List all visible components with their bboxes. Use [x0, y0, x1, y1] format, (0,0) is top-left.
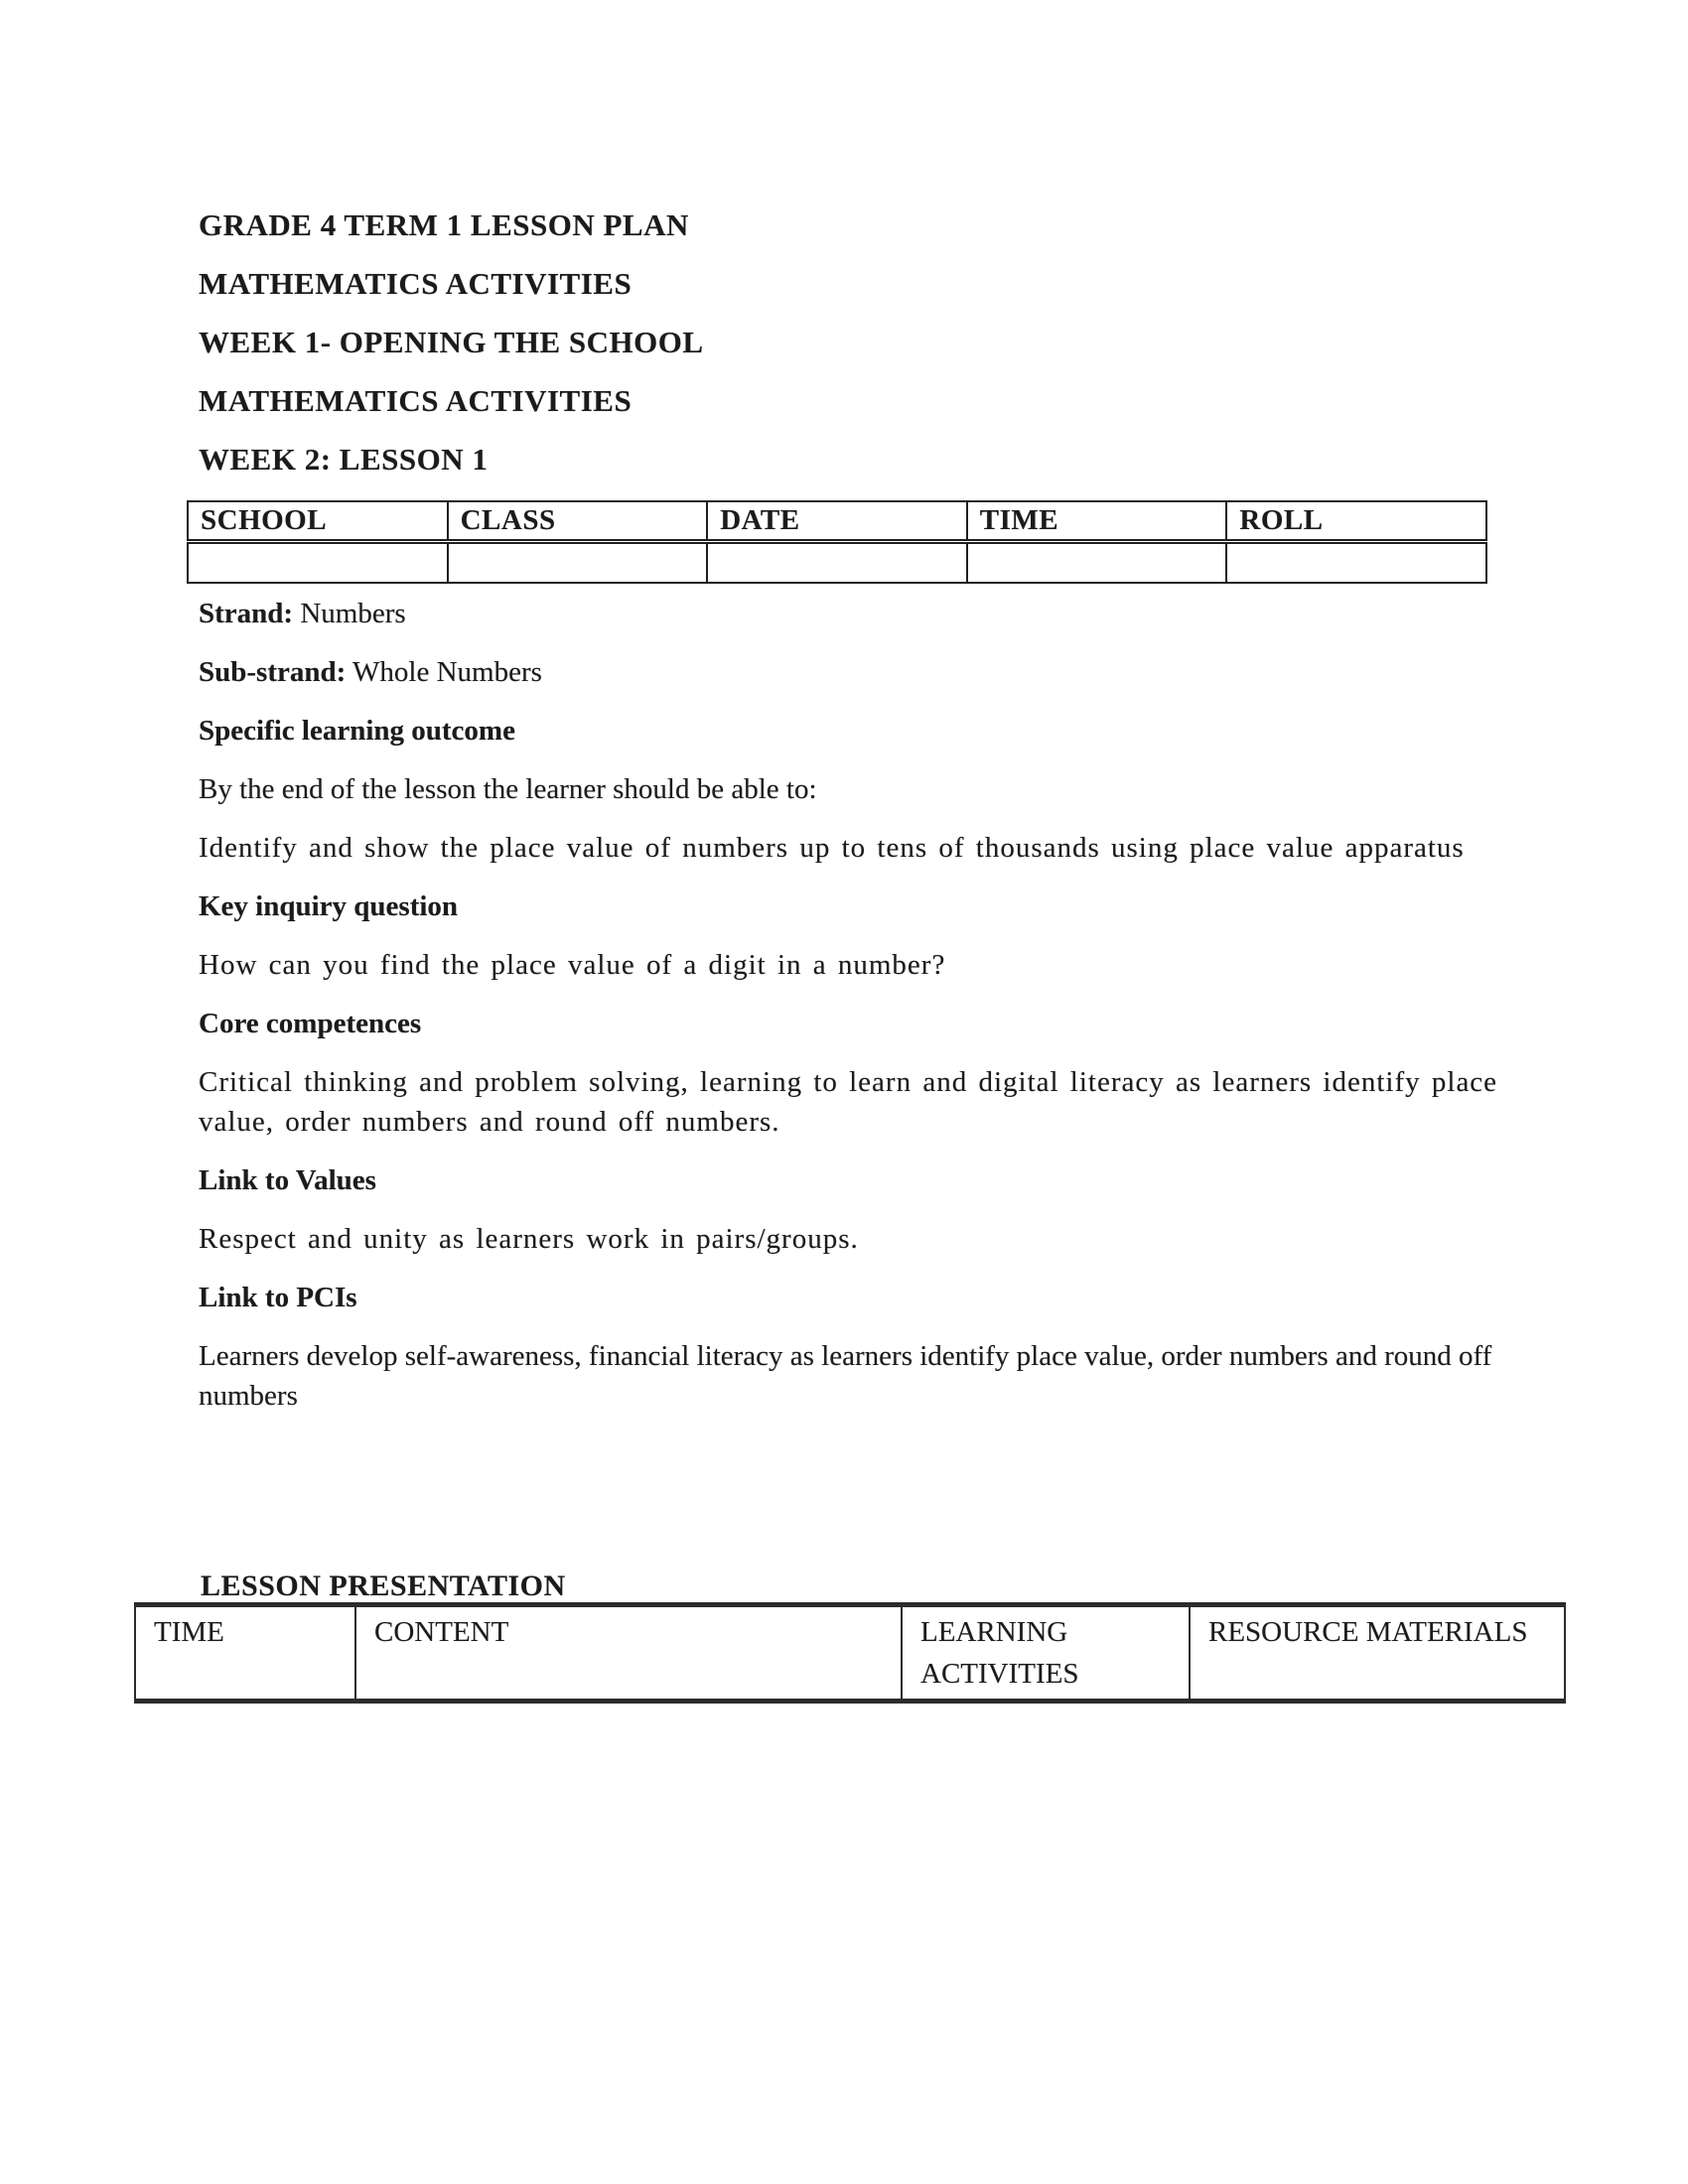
info-cell-date: [707, 541, 967, 583]
sub-strand-value: Whole Numbers: [352, 656, 542, 688]
info-cell-class: [448, 541, 708, 583]
column-header-school: SCHOOL: [188, 501, 448, 541]
para-lesson-objective-intro: By the end of the lesson the learner should be able to:: [199, 773, 817, 805]
column-header-roll: ROLL: [1226, 501, 1486, 541]
column-header-date: DATE: [707, 501, 967, 541]
presentation-title: LESSON PRESENTATION: [201, 1570, 566, 1602]
heading-grade-term-lesson-plan: GRADE 4 TERM 1 LESSON PLAN: [199, 207, 689, 242]
presentation-header-row: [135, 1605, 1565, 1702]
info-table: [187, 500, 1487, 584]
heading-core-competences: Core competences: [199, 1008, 422, 1039]
heading-key-inquiry-question: Key inquiry question: [199, 890, 459, 922]
presentation-table: [134, 1602, 1566, 1704]
heading-link-to-values: Link to Values: [199, 1164, 376, 1196]
heading-week-1-opening-school: WEEK 1- OPENING THE SCHOOL: [199, 325, 704, 359]
info-cell-school: [188, 541, 448, 583]
lesson-presentation-section: [154, 1570, 1528, 1704]
column-header-presentation-content: CONTENT: [355, 1605, 902, 1702]
column-header-resource-materials: RESOURCE MATERIALS: [1190, 1605, 1565, 1702]
para-link-to-values: Respect and unity as learners work in pairs/groups.: [199, 1223, 859, 1255]
field-strand: [199, 594, 1519, 633]
column-header-time: TIME: [967, 501, 1227, 541]
info-cell-time: [967, 541, 1227, 583]
info-table-header-row: [188, 501, 1486, 541]
field-sub-strand: [199, 652, 1519, 692]
heading-link-to-pcis: Link to PCIs: [199, 1282, 357, 1313]
info-table-value-row: [188, 541, 1486, 583]
column-header-learning-activities: LEARNING ACTIVITIES: [902, 1605, 1190, 1702]
document-content: [154, 205, 1528, 1704]
para-link-to-pcis: Learners develop self-awareness, financial literacy as learners identify place value, order numbers and round off numbers: [199, 1340, 1492, 1412]
heading-week-2-lesson-1: WEEK 2: LESSON 1: [199, 442, 489, 477]
heading-specific-learning-outcome: Specific learning outcome: [199, 715, 515, 747]
heading-mathematics-activities-1: MATHEMATICS ACTIVITIES: [199, 266, 633, 301]
column-header-class: CLASS: [448, 501, 708, 541]
strand-value: Numbers: [300, 598, 406, 629]
sub-strand-label: Sub-strand:: [199, 656, 347, 688]
strand-label: Strand:: [199, 598, 294, 629]
info-cell-roll: [1226, 541, 1486, 583]
para-lesson-objective: Identify and show the place value of numbers up to tens of thousands using place value apparatus: [199, 832, 1465, 864]
column-header-presentation-time: TIME: [135, 1605, 355, 1702]
heading-mathematics-activities-2: MATHEMATICS ACTIVITIES: [199, 383, 633, 418]
para-key-inquiry-question: How can you find the place value of a digit in a number?: [199, 949, 946, 981]
para-core-competences: Critical thinking and problem solving, learning to learn and digital literacy as learners identify place value, order numbers and round off numbers.: [199, 1066, 1498, 1138]
